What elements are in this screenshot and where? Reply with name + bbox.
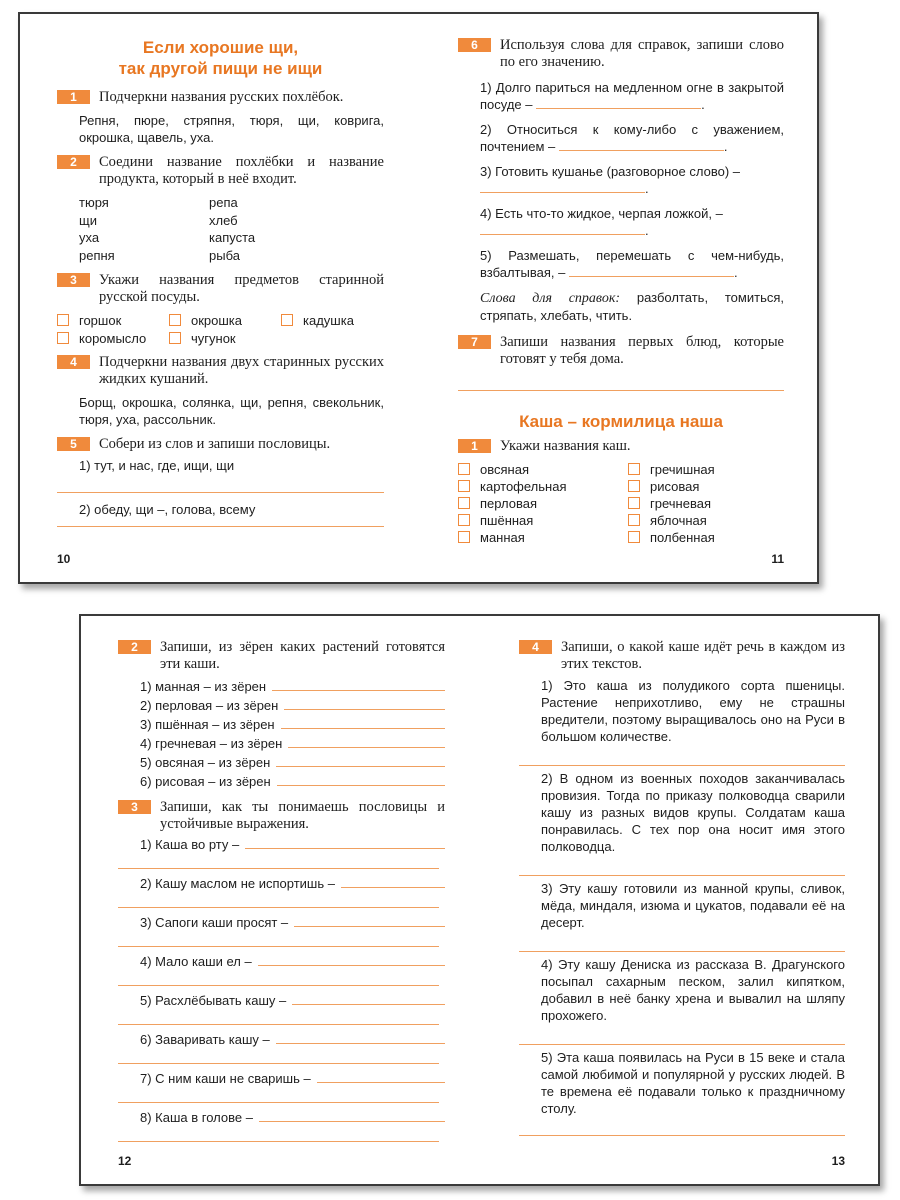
task-number: 7 (458, 335, 491, 349)
proverb-row: 5) Расхлёбывать кашу – (118, 991, 445, 1010)
answer-line[interactable] (519, 951, 845, 952)
answer-line[interactable] (294, 915, 445, 927)
answer-line[interactable] (519, 1135, 845, 1136)
soup-name[interactable]: репня (79, 247, 115, 263)
product-name[interactable]: хлеб (209, 212, 238, 228)
soup-name[interactable]: уха (79, 230, 100, 245)
checkbox[interactable] (458, 463, 470, 475)
task-number: 5 (57, 437, 90, 451)
task-kasha-1 (458, 438, 784, 455)
task-number: 3 (118, 800, 151, 814)
grain-row: 3) пшённая – из зёрен (140, 715, 445, 734)
section-title-kasha: Каша – кормилица наша (519, 412, 723, 431)
page-11 (420, 14, 820, 582)
answer-line[interactable] (276, 1032, 445, 1044)
answer-line[interactable] (292, 993, 445, 1005)
task-3 (57, 272, 384, 306)
answer-line[interactable] (258, 954, 445, 966)
page-12 (81, 616, 481, 1184)
task-number: 1 (57, 90, 90, 104)
task-instruction: Запиши, как ты понимаешь пословицы и устойчивые выражения. (160, 799, 445, 832)
checkbox[interactable] (628, 531, 640, 543)
task-3 (118, 799, 445, 833)
task-instruction: Укажи названия каш. (500, 438, 631, 454)
checkbox-item[interactable]: овсяная (458, 461, 628, 477)
grain-row: 1) манная – из зёрен (140, 677, 445, 696)
answer-line[interactable] (288, 736, 445, 748)
kasha-text-1: 1) Это каша из полудикого сорта пшеницы. Растение неприхотливо, ему не страшны вредители, поэтому выращивалось оно на Руси в большом количестве. (541, 678, 845, 744)
checkbox[interactable] (458, 531, 470, 543)
grain-row: 4) гречневая – из зёрен (140, 734, 445, 753)
checkbox-item[interactable]: рисовая (628, 478, 788, 494)
checkbox[interactable] (628, 480, 640, 492)
checkbox[interactable] (628, 514, 640, 526)
checkbox-item[interactable]: чугунок (169, 330, 281, 346)
answer-line[interactable] (57, 526, 384, 527)
answer-line[interactable] (118, 1141, 439, 1142)
answer-line[interactable] (519, 1044, 845, 1045)
answer-line[interactable] (118, 946, 439, 947)
checkbox-item[interactable]: коромысло (57, 330, 169, 346)
answer-line[interactable] (118, 985, 439, 986)
answer-line[interactable] (519, 875, 845, 876)
task-number: 6 (458, 38, 491, 52)
answer-line[interactable] (272, 679, 445, 691)
task-2 (118, 639, 445, 673)
answer-line[interactable] (118, 907, 439, 908)
checkbox[interactable] (169, 314, 181, 326)
product-name[interactable]: рыба (209, 247, 240, 263)
answer-line[interactable] (559, 139, 724, 151)
proverb-row: 8) Каша в голове – (118, 1108, 445, 1127)
checkbox-item[interactable]: горшок (57, 312, 169, 328)
task-number: 4 (519, 640, 552, 654)
meaning-4: 4) Есть что-то жидкое, черпая ложкой, – . (480, 206, 723, 238)
answer-line[interactable] (317, 1071, 445, 1083)
checkbox-item[interactable]: пшённая (458, 512, 628, 528)
meaning-1: 1) Долго париться на медленном огне в закрытой посуде – . (480, 80, 784, 112)
proverb-row: 6) Заваривать кашу – (118, 1030, 445, 1049)
task-7 (458, 334, 784, 368)
checkbox-item[interactable]: полбенная (628, 529, 788, 545)
answer-line[interactable] (118, 1063, 439, 1064)
proverb-row: 3) Сапоги каши просят – (118, 913, 445, 932)
checkbox-item[interactable]: кадушка (281, 312, 393, 328)
task-instruction: Подчеркни названия русских похлёбок. (99, 89, 344, 105)
task-1 (57, 89, 384, 106)
answer-line[interactable] (341, 876, 445, 888)
meaning-3: 3) Готовить кушанье (разговорное слово) – . (480, 164, 740, 196)
spread-pages-12-13 (79, 614, 880, 1186)
dishes-checklist (57, 312, 384, 346)
answer-line[interactable] (276, 755, 445, 767)
answer-line[interactable] (281, 717, 445, 729)
proverb-words-1: 1) тут, и нас, где, ищи, щи (79, 458, 235, 473)
task-1-words[interactable]: Репня, пюре, стряпня, тюря, щи, коврига, окрошка, щавель, уха. (79, 113, 384, 145)
task-instruction: Запиши названия первых блюд, которые готовят у тебя дома. (500, 334, 784, 367)
proverb-row: 2) Кашу маслом не испортишь – (118, 874, 445, 893)
task-instruction: Укажи названия предметов старинной русской посуды. (99, 272, 384, 305)
section-title-shchi: Если хорошие щи, так другой пищи не ищи (118, 38, 323, 78)
kasha-text-4: 4) Эту кашу Дениска из рассказа В. Драгунского посыпал сахарным песком, залил кипятком, добавил в неё банку хрена и вывалил на шляпу прохожего. (541, 957, 845, 1023)
answer-line[interactable] (118, 1102, 439, 1103)
page-number: 10 (57, 552, 71, 566)
task-number: 2 (118, 640, 151, 654)
task-instruction: Соедини название похлёбки и название продукта, который в неё входит. (99, 154, 384, 187)
answer-line[interactable] (569, 265, 734, 277)
product-name[interactable]: капуста (209, 230, 256, 245)
kasha-checklist (458, 461, 784, 545)
kasha-text-2: 2) В одном из военных походов заканчивалась провизия. Тогда по приказу полководца сварили кашу из разных видов крупы. Солдатам каша понравилась. С тех пор она носит имя этого полководца. (541, 771, 845, 854)
task-instruction: Собери из слов и запиши пословицы. (99, 436, 331, 452)
meaning-5: 5) Размешать, перемешать с чем-нибудь, взбалтывая, – . (480, 248, 784, 280)
checkbox[interactable] (57, 332, 69, 344)
task-instruction: Запиши, из зёрен каких растений готовятся эти каши. (160, 639, 445, 672)
checkbox[interactable] (57, 314, 69, 326)
grain-row: 5) овсяная – из зёрен (140, 753, 445, 772)
task-number: 1 (458, 439, 491, 453)
answer-line[interactable] (118, 1024, 439, 1025)
spread-pages-10-11 (18, 12, 819, 584)
kasha-text-3: 3) Эту кашу готовили из манной крупы, сливок, мёда, миндаля, изюма и цукатов, подавали её на десерт. (541, 881, 845, 930)
grain-list (118, 677, 445, 791)
checkbox[interactable] (458, 480, 470, 492)
answer-line[interactable] (284, 698, 445, 710)
checkbox-item[interactable]: картофельная (458, 478, 628, 494)
proverb-words-2: 2) обеду, щи –, голова, всему (79, 502, 256, 517)
task-4 (519, 639, 845, 673)
answer-line[interactable] (277, 774, 445, 786)
proverb-row: 7) С ним каши не сваришь – (118, 1069, 445, 1088)
task-4-words[interactable]: Борщ, окрошка, солянка, щи, репня, свекольник, тюря, уха, рассольник. (79, 395, 384, 427)
page-10 (20, 14, 420, 582)
checkbox[interactable] (628, 497, 640, 509)
task-4 (57, 354, 384, 388)
checkbox-item[interactable]: перловая (458, 495, 628, 511)
answer-line[interactable] (57, 492, 384, 493)
checkbox-item[interactable]: окрошка (169, 312, 281, 328)
answer-line[interactable] (259, 1110, 445, 1122)
page-number: 11 (771, 552, 784, 566)
task-instruction: Используя слова для справок, запиши слово по его значению. (500, 37, 784, 70)
answer-line[interactable] (519, 765, 845, 766)
checkbox[interactable] (169, 332, 181, 344)
task-number: 4 (57, 355, 90, 369)
checkbox-item[interactable]: манная (458, 529, 628, 545)
task-6 (458, 37, 784, 71)
task-2 (57, 154, 384, 188)
checkbox[interactable] (458, 514, 470, 526)
checkbox[interactable] (458, 497, 470, 509)
soup-name[interactable]: тюря (79, 195, 109, 210)
checkbox-item[interactable]: яблочная (628, 512, 788, 528)
grain-row: 6) рисовая – из зёрен (140, 772, 445, 791)
soup-name[interactable]: щи (79, 212, 97, 228)
reference-words: Слова для справок: разболтать, томиться, стряпать, хлебать, чтить. (480, 290, 784, 323)
task-5 (57, 436, 384, 453)
answer-line[interactable] (480, 223, 645, 235)
answer-line[interactable] (480, 181, 645, 193)
product-name[interactable]: репа (209, 195, 238, 210)
answer-line[interactable] (536, 97, 701, 109)
kasha-text-5: 5) Эта каша появилась на Руси в 15 веке и стала самой любимой и популярной у русских людей. В те времена её подавали только к праздничному столу. (541, 1050, 845, 1116)
task-number: 3 (57, 273, 90, 287)
answer-line[interactable] (245, 837, 445, 849)
grain-row: 2) перловая – из зёрен (140, 696, 445, 715)
proverbs-list (118, 835, 445, 1142)
answer-line[interactable] (118, 868, 439, 869)
page-13 (481, 616, 881, 1184)
answer-line[interactable] (458, 390, 784, 391)
page-number: 13 (831, 1154, 845, 1168)
page-number: 12 (118, 1154, 132, 1168)
task-instruction: Подчеркни названия двух старинных русских жидких кушаний. (99, 354, 384, 387)
checkbox[interactable] (281, 314, 293, 326)
meaning-2: 2) Относиться к кому-либо с уважением, почтением – . (480, 122, 784, 154)
checkbox-item[interactable]: гречневая (628, 495, 788, 511)
task-instruction: Запиши, о какой каше идёт речь в каждом из этих текстов. (561, 639, 845, 672)
checkbox-item[interactable]: гречишная (628, 461, 788, 477)
task-number: 2 (57, 155, 90, 169)
proverb-row: 4) Мало каши ел – (118, 952, 445, 971)
match-columns (57, 194, 384, 264)
proverb-row: 1) Каша во рту – (118, 835, 445, 854)
checkbox[interactable] (628, 463, 640, 475)
